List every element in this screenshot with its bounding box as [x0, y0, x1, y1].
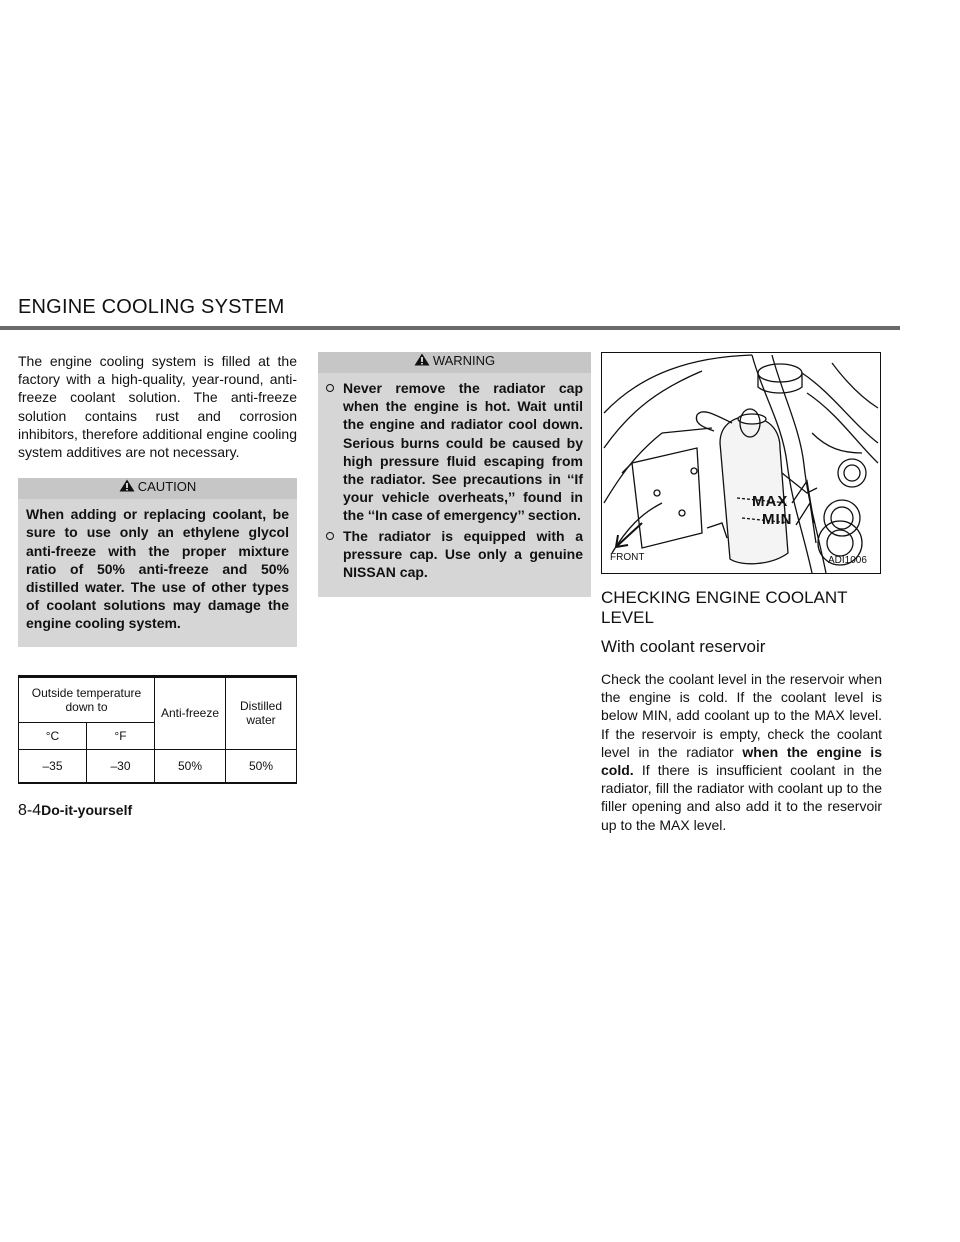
checking-paragraph: [601, 670, 882, 834]
column-middle: [318, 352, 591, 597]
checking-text-bold: when the engine is cold.: [601, 743, 882, 779]
footer-section: Do-it-yourself: [41, 802, 133, 818]
section-rule: [0, 326, 900, 330]
caution-heading: [18, 478, 297, 499]
column-right: [601, 352, 882, 834]
table-header-outside-temp: Outside temperature down to: [19, 676, 155, 722]
table-unit-fahrenheit: °F: [86, 722, 154, 749]
table-cell-fahrenheit: –30: [86, 749, 154, 783]
coolant-mixture-table: [18, 675, 297, 784]
table-unit-celsius: °C: [19, 722, 87, 749]
table-cell-water: 50%: [226, 749, 297, 783]
checking-text-a: Check the coolant level in the reservoir when the engine is cold. If the coolant level is below MIN, add coolant up to the MAX level. If the reservoir is empty, check the coolant level in the radiator: [601, 671, 882, 760]
table-row: [19, 749, 297, 783]
figure-code: ADI1006: [828, 555, 867, 566]
checking-text-b: If there is insufficient coolant in the radiator, fill the radiator with coolant up to the filler opening and also add it to the reservoir up to the MAX level.: [601, 762, 882, 833]
warning-item: [326, 379, 583, 525]
warning-body: [318, 373, 591, 597]
bullet-icon: [326, 384, 334, 392]
table-header-distilled-water: Distilled water: [226, 676, 297, 749]
table-header-antifreeze: Anti-freeze: [155, 676, 226, 749]
checking-heading: CHECKING ENGINE COOLANT LEVEL: [601, 588, 848, 627]
warning-item-text: Never remove the radiator cap when the engine is hot. Wait until the engine and radiator cool down. Serious burns could be caused by high pressure fluid escaping from the radiator. See precautions in ‘‘If your vehicle overheats,’’ found in the ‘‘In case of emergency’’ section.: [343, 380, 583, 524]
coolant-reservoir-figure: [601, 352, 881, 574]
intro-paragraph: The engine cooling system is filled at the factory with a high-quality, year-round, anti-freeze coolant solution. The anti-freeze solution contains rust and corrosion inhibitors, therefore additional engine cooling system additives are not necessary.: [18, 353, 297, 461]
warning-item: [326, 527, 583, 582]
page-footer: [18, 802, 132, 820]
warning-item-text: The radiator is equipped with a pressure cap. Use only a genuine NISSAN cap.: [343, 527, 583, 581]
section-title: ENGINE COOLING SYSTEM: [18, 296, 285, 318]
caution-box: [18, 478, 297, 646]
warning-heading-text: WARNING: [432, 353, 496, 368]
figure-label-max: MAX: [752, 493, 789, 510]
figure-label-min: MIN: [762, 511, 793, 528]
page-number: 8-4: [18, 802, 42, 819]
figure-label-front: FRONT: [610, 552, 645, 563]
caution-heading-text: CAUTION: [137, 479, 197, 495]
warning-heading: [318, 352, 591, 373]
checking-subheading: With coolant reservoir: [601, 637, 766, 656]
engine-bay-illustration: [602, 353, 880, 573]
column-left: [18, 352, 297, 784]
warning-triangle-icon: [414, 353, 430, 366]
caution-text: When adding or replacing coolant, be sure to use only an ethylene glycol anti-freeze with the proper mixture ratio of 50% anti-freeze and 50% distilled water. The use of other types of coolant solutions may damage the engine cooling system.: [26, 506, 289, 632]
table-cell-antifreeze: 50%: [155, 749, 226, 783]
bullet-icon: [326, 532, 334, 540]
table-cell-celsius: –35: [19, 749, 87, 783]
warning-box: [318, 352, 591, 597]
warning-triangle-icon: [119, 479, 135, 492]
